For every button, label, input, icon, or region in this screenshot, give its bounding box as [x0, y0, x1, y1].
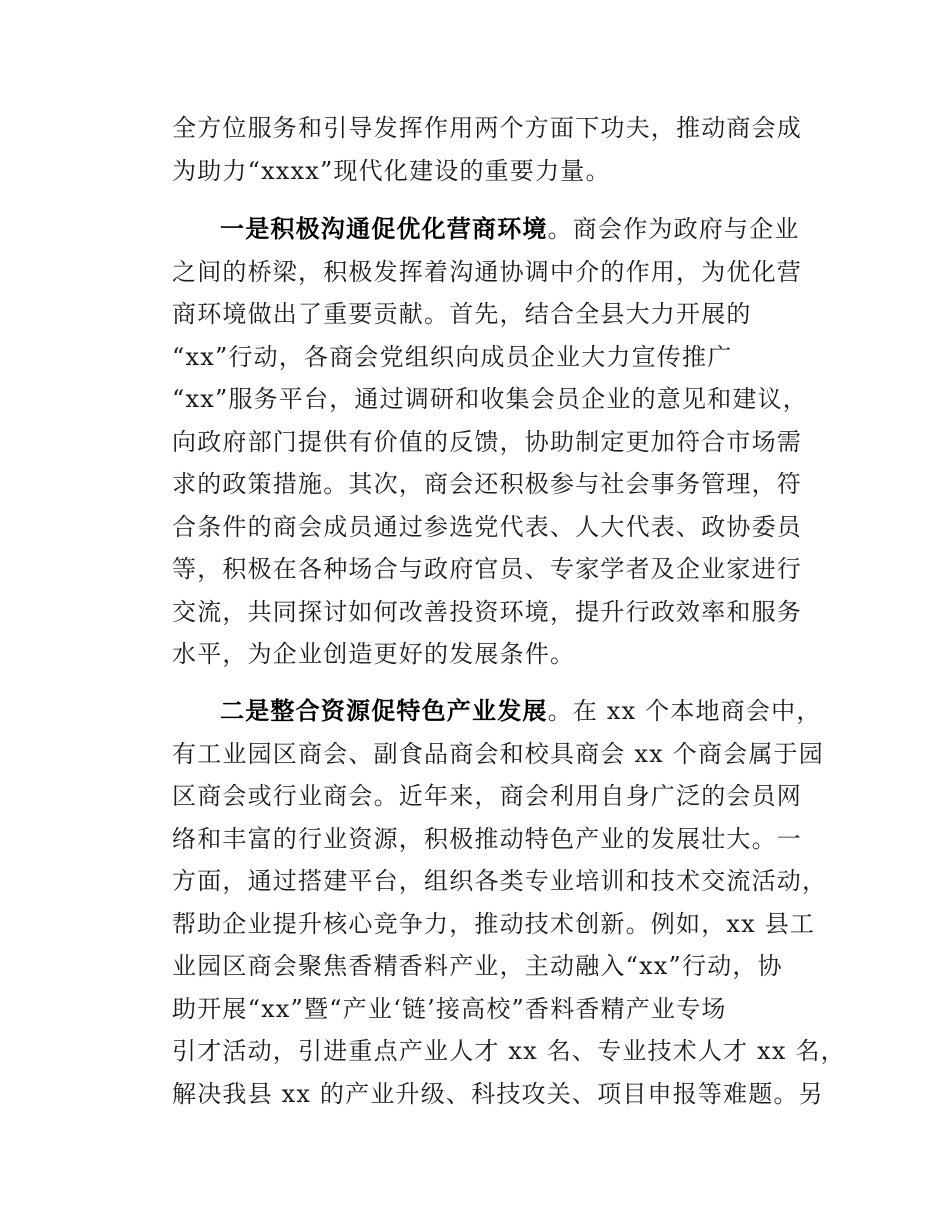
- paragraph-heading: 一是积极沟通促优化营商环境: [220, 215, 548, 243]
- text-line: 解决我县 xx 的产业升级、科技攻关、项目申报等难题。另: [172, 1079, 824, 1108]
- text-line: 合条件的商会成员通过参选党代表、人大代表、政协委员: [172, 512, 802, 541]
- paragraph-intro: [172, 107, 802, 192]
- text-line: 络和丰富的行业资源，积极推动特色产业的发展壮大。一: [172, 824, 802, 853]
- paragraph-heading: 二是整合资源促特色产业发展: [220, 697, 548, 725]
- text-line: 全方位服务和引导发挥作用两个方面下功夫，推动商会成: [172, 114, 802, 142]
- text-line: 为助力“xxxx”现代化建设的重要力量。: [172, 156, 611, 185]
- paragraph-first-line: [172, 208, 802, 251]
- paragraph-first-line: [172, 690, 822, 733]
- text-line: 等，积极在各种场合与政府官员、专家学者及企业家进行: [172, 555, 802, 583]
- text-line: 助开展“xx”暨“产业‘链’接高校”香料香精产业专场: [172, 994, 727, 1023]
- text-line: 区商会或行业商会。近年来，商会利用自身广泛的会员网: [172, 782, 802, 810]
- text-line: 引才活动，引进重点产业人才 xx 名、专业技术人才 xx 名，: [172, 1037, 846, 1065]
- text-line: 水平，为企业创造更好的发展条件。: [172, 640, 576, 668]
- text-line: 向政府部门提供有价值的反馈，协助制定更加符合市场需: [172, 427, 802, 456]
- text-line: “xx”行动，各商会党组织向成员企业大力宣传推广: [172, 342, 733, 371]
- text-run: 。在 xx 个本地商会中，: [547, 697, 822, 725]
- text-line: 业园区商会聚焦香精香料产业，主动融入“xx”行动，协: [172, 952, 783, 980]
- text-line: 有工业园区商会、副食品商会和校具商会 xx 个商会属于园: [172, 739, 824, 768]
- text-line: 求的政策措施。其次，商会还积极参与社会事务管理，符: [172, 470, 802, 498]
- text-run: 。商会作为政府与企业: [547, 215, 800, 243]
- text-line: “xx”服务平台，通过调研和收集会员企业的意见和建议，: [172, 385, 809, 413]
- text-line: 商环境做出了重要贡献。首先，结合全县大力开展的: [172, 300, 752, 328]
- text-line: 交流，共同探讨如何改善投资环境，提升行政效率和服务: [172, 597, 802, 626]
- paragraph-2: [172, 690, 846, 1115]
- text-line: 帮助企业提升核心竞争力，推动技术创新。例如，xx 县工: [172, 909, 816, 938]
- paragraph-1: [172, 208, 809, 676]
- text-line: 方面，通过搭建平台，组织各类专业培训和技术交流活动，: [172, 867, 828, 895]
- text-line: 之间的桥梁，积极发挥着沟通协调中介的作用，为优化营: [172, 257, 802, 286]
